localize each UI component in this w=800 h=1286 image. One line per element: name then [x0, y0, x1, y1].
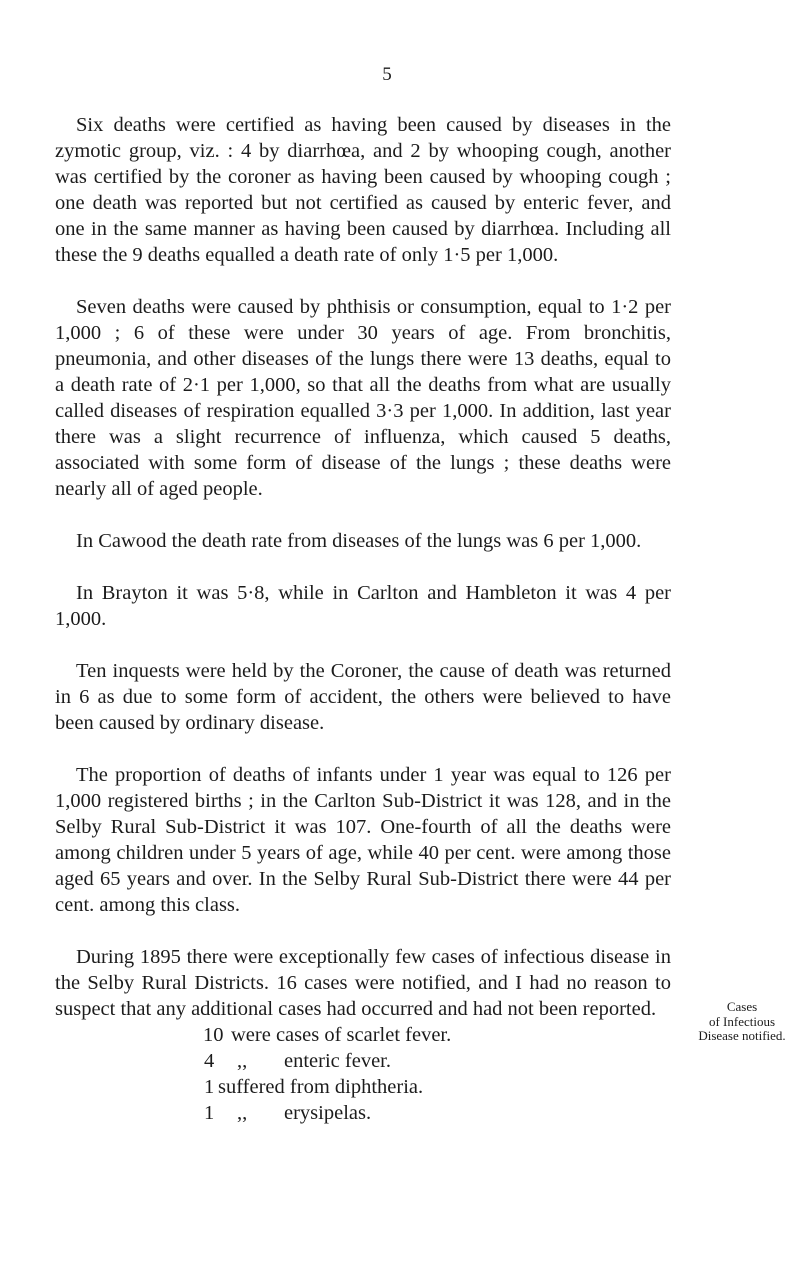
body-text [55, 112, 671, 1126]
margin-note [686, 1000, 798, 1044]
case-description: enteric fever. [284, 1050, 391, 1072]
list-item [55, 1048, 671, 1074]
case-count: 10 [203, 1024, 224, 1046]
paragraph-infant-deaths: The proportion of deaths of infants under 1 year was equal to 126 per 1,000 registered births ; in the Carlton Sub-District it was 128, and in the Selby Rural Sub-District it was 107. One-fourth of all the deaths were among children under 5 years of age, while 40 per cent. were among those aged 65 years and over. In the Selby Rural Sub-District there were 44 per cent. among this class. [55, 764, 671, 916]
paragraph-cawood: In Cawood the death rate from diseases of the lungs was 6 per 1,000. [76, 530, 642, 552]
margin-note-line: Disease notified. [698, 1028, 786, 1043]
paragraph-infectious-disease: During 1895 there were exceptionally few cases of infectious disease in the Selby Rural Districts. 16 cases were notified, and I had no reason to suspect that any additional cases had occurred and had not been reported. [55, 946, 671, 1020]
ditto-mark: ,, [237, 1102, 248, 1124]
page-number: 5 [382, 64, 392, 85]
list-item [55, 1022, 671, 1048]
paragraph-brayton: In Brayton it was 5·8, while in Carlton and Hambleton it was 4 per 1,000. [55, 582, 671, 630]
case-count: 1 [204, 1102, 215, 1124]
margin-note-line: Cases [726, 999, 758, 1014]
paragraph-inquests: Ten inquests were held by the Coroner, the cause of death was returned in 6 as due to some form of accident, the others were believed to have been caused by ordinary disease. [55, 660, 671, 734]
case-count: 1 [204, 1076, 215, 1098]
case-description: were cases of scarlet fever. [231, 1024, 452, 1046]
case-count: 4 [204, 1050, 215, 1072]
list-item [55, 1074, 671, 1100]
paragraph-phthisis-deaths: Seven deaths were caused by phthisis or consumption, equal to 1·2 per 1,000 ; 6 of these were under 30 years of age. From bronchitis, pneumonia, and other diseases of the lungs there were 13 deaths, equal to a death rate of 2·1 per 1,000, so that all the deaths from what are usually called diseases of respiration equalled 3·3 per 1,000. In addition, last year there was a slight recurrence of influenza, which caused 5 deaths, associated with some form of disease of the lungs ; these deaths were nearly all of aged people. [55, 296, 671, 500]
list-item [55, 1100, 671, 1126]
case-description: suffered from diphtheria. [218, 1076, 424, 1098]
paragraph-zymotic-deaths: Six deaths were certified as having been caused by diseases in the zymotic group, viz. : 4 by diarrhœa, and 2 by whooping cough, another was certified by the coroner as having been caused by whooping cough ; one death was reported but not certified as caused by enteric fever, and one in the same manner as having been caused by diarrhœa. Including all these the 9 deaths equalled a death rate of only 1·5 per 1,000. [55, 114, 671, 266]
margin-note-line: of Infectious [708, 1013, 776, 1029]
case-description: erysipelas. [284, 1102, 372, 1124]
ditto-mark: ,, [237, 1050, 248, 1072]
cases-list [55, 1022, 671, 1126]
